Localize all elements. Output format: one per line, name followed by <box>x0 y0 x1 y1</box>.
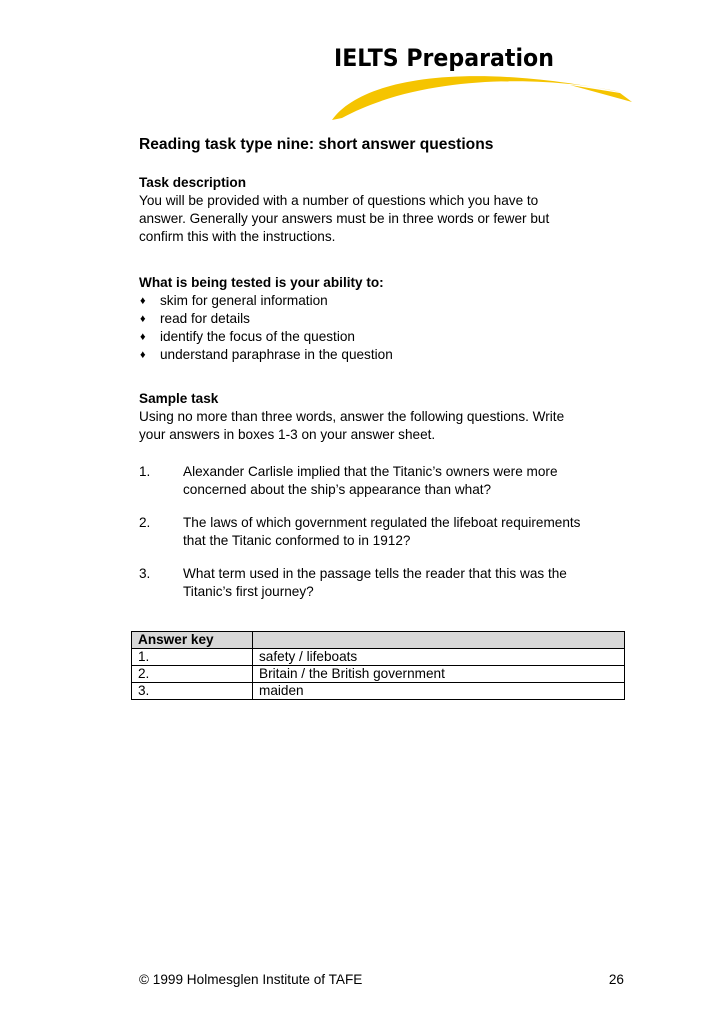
sample-task-line: Using no more than three words, answer the following questions. Write <box>139 409 565 424</box>
answer-value: safety / lifeboats <box>253 649 625 666</box>
table-row <box>132 649 625 666</box>
question-text: concerned about the ship’s appearance than what? <box>183 482 492 497</box>
answer-number: 2. <box>132 666 253 683</box>
answer-value: Britain / the British government <box>253 666 625 683</box>
task-description-line: answer. Generally your answers must be in three words or fewer but <box>139 211 550 226</box>
task-description-section <box>139 174 625 246</box>
table-row <box>132 683 625 700</box>
tested-list <box>139 292 625 364</box>
tested-section <box>139 274 625 364</box>
question-number: 1. <box>139 464 151 479</box>
answer-number: 1. <box>132 649 253 666</box>
task-description-line: confirm this with the instructions. <box>139 229 336 244</box>
question-1 <box>139 463 625 499</box>
sample-task-section <box>139 390 625 444</box>
question-number: 2. <box>139 515 151 530</box>
answer-number: 3. <box>132 683 253 700</box>
page-content <box>139 135 625 601</box>
diamond-bullet-icon: ♦ <box>140 331 146 343</box>
question-2 <box>139 514 625 550</box>
question-text: What term used in the passage tells the reader that this was the <box>183 566 567 581</box>
task-description-heading: Task description <box>139 175 247 190</box>
task-description-line: You will be provided with a number of questions which you have to <box>139 193 539 208</box>
page-number: 26 <box>608 972 624 987</box>
diamond-bullet-icon: ♦ <box>140 295 146 307</box>
sample-task-heading: Sample task <box>139 391 219 406</box>
list-item: ♦ understand paraphrase in the question <box>140 347 393 362</box>
diamond-bullet-icon: ♦ <box>140 313 146 325</box>
yellow-swoosh <box>332 76 620 120</box>
page-title: Reading task type nine: short answer questions <box>139 136 494 153</box>
table-row <box>132 666 625 683</box>
question-number: 3. <box>139 566 151 581</box>
list-item: ♦ read for details <box>140 311 250 326</box>
list-item: ♦ skim for general information <box>140 293 328 308</box>
question-3 <box>139 565 625 601</box>
answer-value: maiden <box>253 683 625 700</box>
question-text: Titanic’s first journey? <box>183 584 314 599</box>
footer-copyright: © 1999 Holmesglen Institute of TAFE <box>139 972 363 987</box>
list-item: ♦ identify the focus of the question <box>140 329 355 344</box>
question-text: that the Titanic conformed to in 1912? <box>183 533 411 548</box>
answer-key-header <box>132 632 625 649</box>
question-text: The laws of which government regulated the lifeboat requirements <box>183 515 581 530</box>
answer-key-heading: Answer key <box>132 632 253 649</box>
sample-task-line: your answers in boxes 1-3 on your answer sheet. <box>139 427 436 442</box>
question-text: Alexander Carlisle implied that the Titanic’s owners were more <box>183 464 558 479</box>
tested-heading: What is being tested is your ability to: <box>139 275 384 290</box>
answer-key-table <box>131 631 625 700</box>
diamond-bullet-icon: ♦ <box>140 349 146 361</box>
logo-text: IELTS Preparation <box>334 44 554 72</box>
